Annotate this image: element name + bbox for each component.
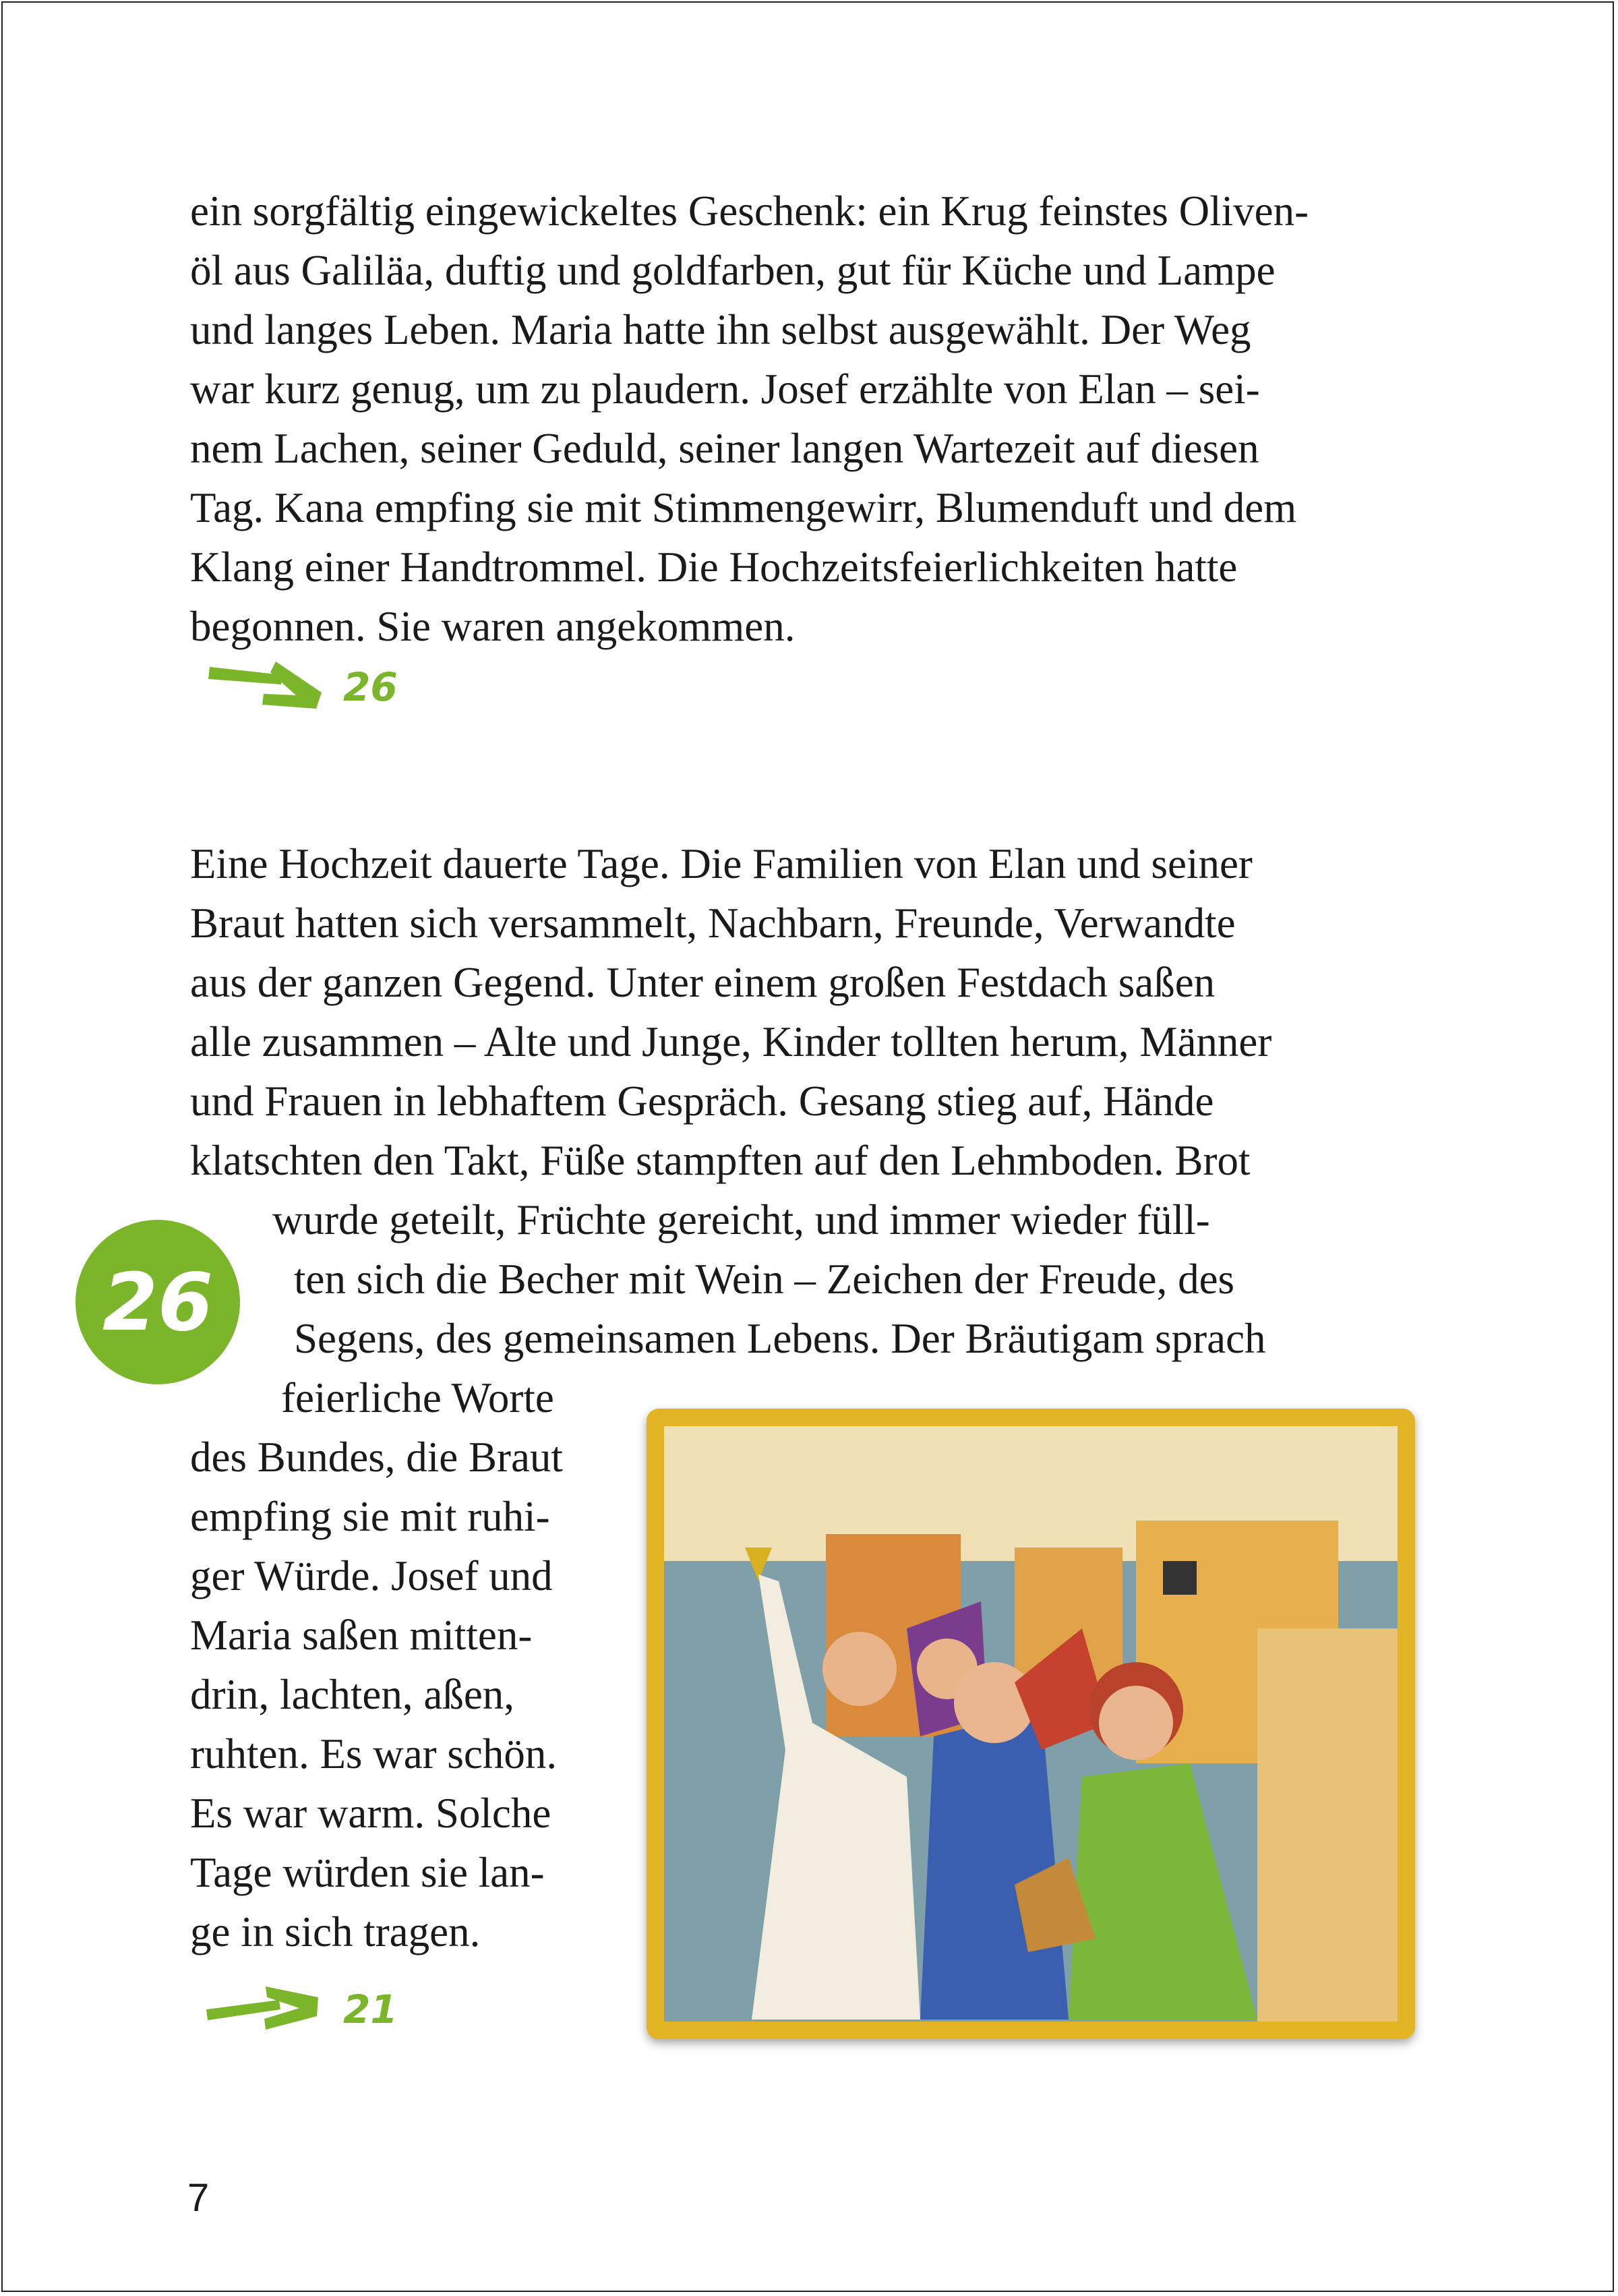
text-line: aus der ganzen Gegend. Unter einem großen Festdach saßen [190, 959, 1216, 1006]
page-number: 7 [187, 2176, 210, 2220]
text-line: ten sich die Becher mit Wein – Zeichen der Freude, des [294, 1256, 1235, 1303]
text-line: Segens, des gemeinsamen Lebens. Der Bräutigam sprach [294, 1315, 1266, 1362]
cross-reference-number: 26 [343, 664, 398, 710]
text-line: war kurz genug, um zu plaudern. Josef erzählte von Elan – sei- [190, 365, 1260, 413]
text-line: empfing sie mit ruhi- [190, 1493, 550, 1540]
text-line: des Bundes, die Braut [190, 1434, 563, 1481]
section-number-badge [76, 1220, 240, 1384]
text-line: Maria saßen mitten- [190, 1612, 533, 1659]
text-line: ruhten. Es war schön. [190, 1730, 558, 1777]
text-line: öl aus Galiläa, duftig und goldfarben, gut für Küche und Lampe [190, 247, 1276, 294]
text-line: ge in sich tragen. [190, 1908, 481, 1955]
text-line: Eine Hochzeit dauerte Tage. Die Familien von Elan und seiner [190, 840, 1253, 887]
text-line: ein sorgfältig eingewickeltes Geschenk: ein Krug feinstes Oliven- [190, 187, 1309, 235]
text-line: und langes Leben. Maria hatte ihn selbst ausgewählt. Der Weg [190, 306, 1251, 353]
text-line: wurde geteilt, Früchte gereicht, und immer wieder füll- [272, 1196, 1210, 1243]
text-line: Braut hatten sich versammelt, Nachbarn, Freunde, Verwandte [190, 900, 1236, 947]
text-line: nem Lachen, seiner Geduld, seiner langen Wartezeit auf diesen [190, 425, 1259, 472]
text-line: drin, lachten, aßen, [190, 1671, 515, 1718]
cross-reference-26[interactable] [208, 660, 398, 714]
cross-reference-number: 21 [343, 1986, 398, 2032]
arrow-right-icon [202, 1982, 323, 2036]
text-line: Tage würden sie lan- [190, 1849, 545, 1896]
illustration-wedding-feast [647, 1409, 1415, 2039]
text-line: Es war warm. Solche [190, 1790, 551, 1837]
wedding-painting [664, 1426, 1398, 2022]
arrow-right-icon [208, 660, 323, 714]
section-number: 26 [102, 1256, 214, 1349]
text-line: und Frauen in lebhaftem Gespräch. Gesang stieg auf, Hände [190, 1078, 1214, 1125]
text-line: ger Würde. Josef und [190, 1552, 553, 1599]
text-line: alle zusammen – Alte und Junge, Kinder tollten herum, Männer [190, 1018, 1272, 1065]
text-line: Klang einer Handtrommel. Die Hochzeitsfeierlichkeiten hatte [190, 543, 1238, 591]
page [1, 1, 1614, 2292]
text-line: Tag. Kana empfing sie mit Stimmengewirr, Blumenduft und dem [190, 484, 1297, 531]
cross-reference-21[interactable] [202, 1982, 398, 2036]
text-line: begonnen. Sie waren angekommen. [190, 603, 796, 650]
text-line: feierliche Worte [281, 1374, 554, 1421]
text-line: klatschten den Takt, Füße stampften auf den Lehmboden. Brot [190, 1137, 1251, 1184]
